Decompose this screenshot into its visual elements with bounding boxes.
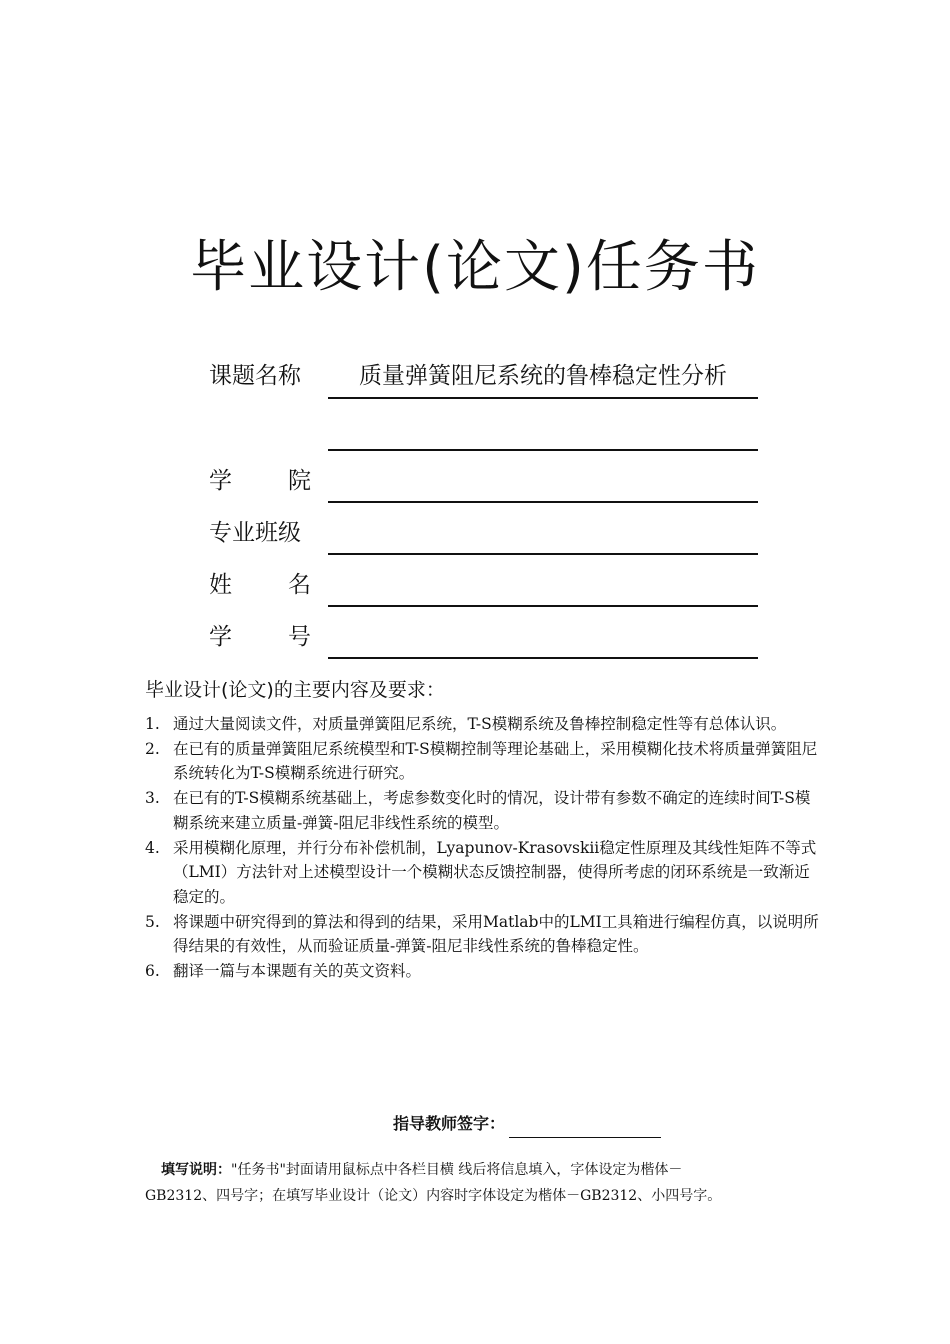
signature-label: 指导教师签字： — [393, 1114, 506, 1133]
advisor-signature — [393, 1110, 661, 1138]
note-label: 填写说明： — [161, 1162, 231, 1178]
note-line-1 — [145, 1157, 835, 1183]
name-label-char: 姓 — [209, 572, 232, 598]
filling-instructions — [145, 1157, 835, 1209]
requirement-text: 在已有的质量弹簧阻尼系统模型和T-S模糊控制等理论基础上，采用模糊化技术将质量弹簧阻尼系统转化为T-S模糊系统进行研究。 — [173, 739, 818, 783]
note-text-1: "任务书"封面请用鼠标点中各栏目横 线后将信息填入，字体设定为楷体－ — [231, 1162, 683, 1178]
topic-underline[interactable] — [328, 397, 758, 399]
student-id-label-char: 号 — [288, 624, 311, 650]
requirement-item — [145, 836, 825, 910]
requirement-number: 6. — [145, 962, 160, 981]
requirement-item — [145, 786, 825, 835]
requirement-text: 在已有的T-S模糊系统基础上，考虑参数变化时的情况，设计带有参数不确定的连续时间T-S模糊系统来建立质量-弹簧-阻尼非线性系统的模型。 — [173, 789, 811, 832]
requirement-item — [145, 712, 825, 737]
requirement-text: 翻译一篇与本课题有关的英文资料。 — [173, 962, 422, 981]
requirement-number: 4. — [145, 838, 160, 857]
requirements-heading: 毕业设计(论文)的主要内容及要求： — [145, 679, 445, 701]
major-class-underline[interactable] — [328, 553, 758, 555]
name-underline[interactable] — [328, 605, 758, 607]
topic-value[interactable]: 质量弹簧阻尼系统的鲁棒稳定性分析 — [359, 363, 727, 389]
requirement-item — [145, 737, 825, 786]
college-label-char: 学 — [209, 468, 232, 494]
requirement-text: 采用模糊化原理，并行分布补偿机制，Lyapunov-Krasovskii稳定性原理及其线性矩阵不等式（LMI）方法针对上述模型设计一个模糊状态反馈控制器，使得所考虑的闭环系统是一致渐近稳定的。 — [173, 838, 817, 906]
requirement-item — [145, 910, 825, 959]
requirement-number: 2. — [145, 739, 160, 758]
student-id-label — [209, 621, 311, 653]
requirement-item — [145, 959, 825, 984]
requirements-list — [145, 712, 825, 984]
student-id-label-char: 学 — [209, 624, 232, 650]
college-label-char: 院 — [288, 468, 311, 494]
requirement-number: 5. — [145, 912, 160, 931]
note-line-2: GB2312、四号字；在填写毕业设计（论文）内容时字体设定为楷体－GB2312、小四号字。 — [145, 1188, 722, 1204]
name-label — [209, 569, 311, 601]
requirement-text: 通过大量阅读文件，对质量弹簧阻尼系统，T-S模糊系统及鲁棒控制稳定性等有总体认识。 — [173, 715, 787, 733]
name-label-char: 名 — [288, 572, 311, 598]
signature-line[interactable] — [509, 1115, 661, 1138]
document-title: 毕业设计(论文)任务书 — [190, 235, 760, 300]
college-underline[interactable] — [328, 501, 758, 503]
requirement-number: 3. — [145, 789, 160, 808]
college-label — [209, 465, 311, 497]
blank-underline[interactable] — [328, 449, 758, 451]
requirement-number: 1. — [145, 715, 160, 733]
requirement-text: 将课题中研究得到的算法和得到的结果，采用Matlab中的LMI工具箱进行编程仿真，以说明所得结果的有效性，从而验证质量-弹簧-阻尼非线性系统的鲁棒稳定性。 — [173, 912, 819, 956]
major-class-label: 专业班级 — [209, 520, 301, 546]
topic-label: 课题名称 — [209, 363, 301, 389]
student-id-underline[interactable] — [328, 657, 758, 659]
